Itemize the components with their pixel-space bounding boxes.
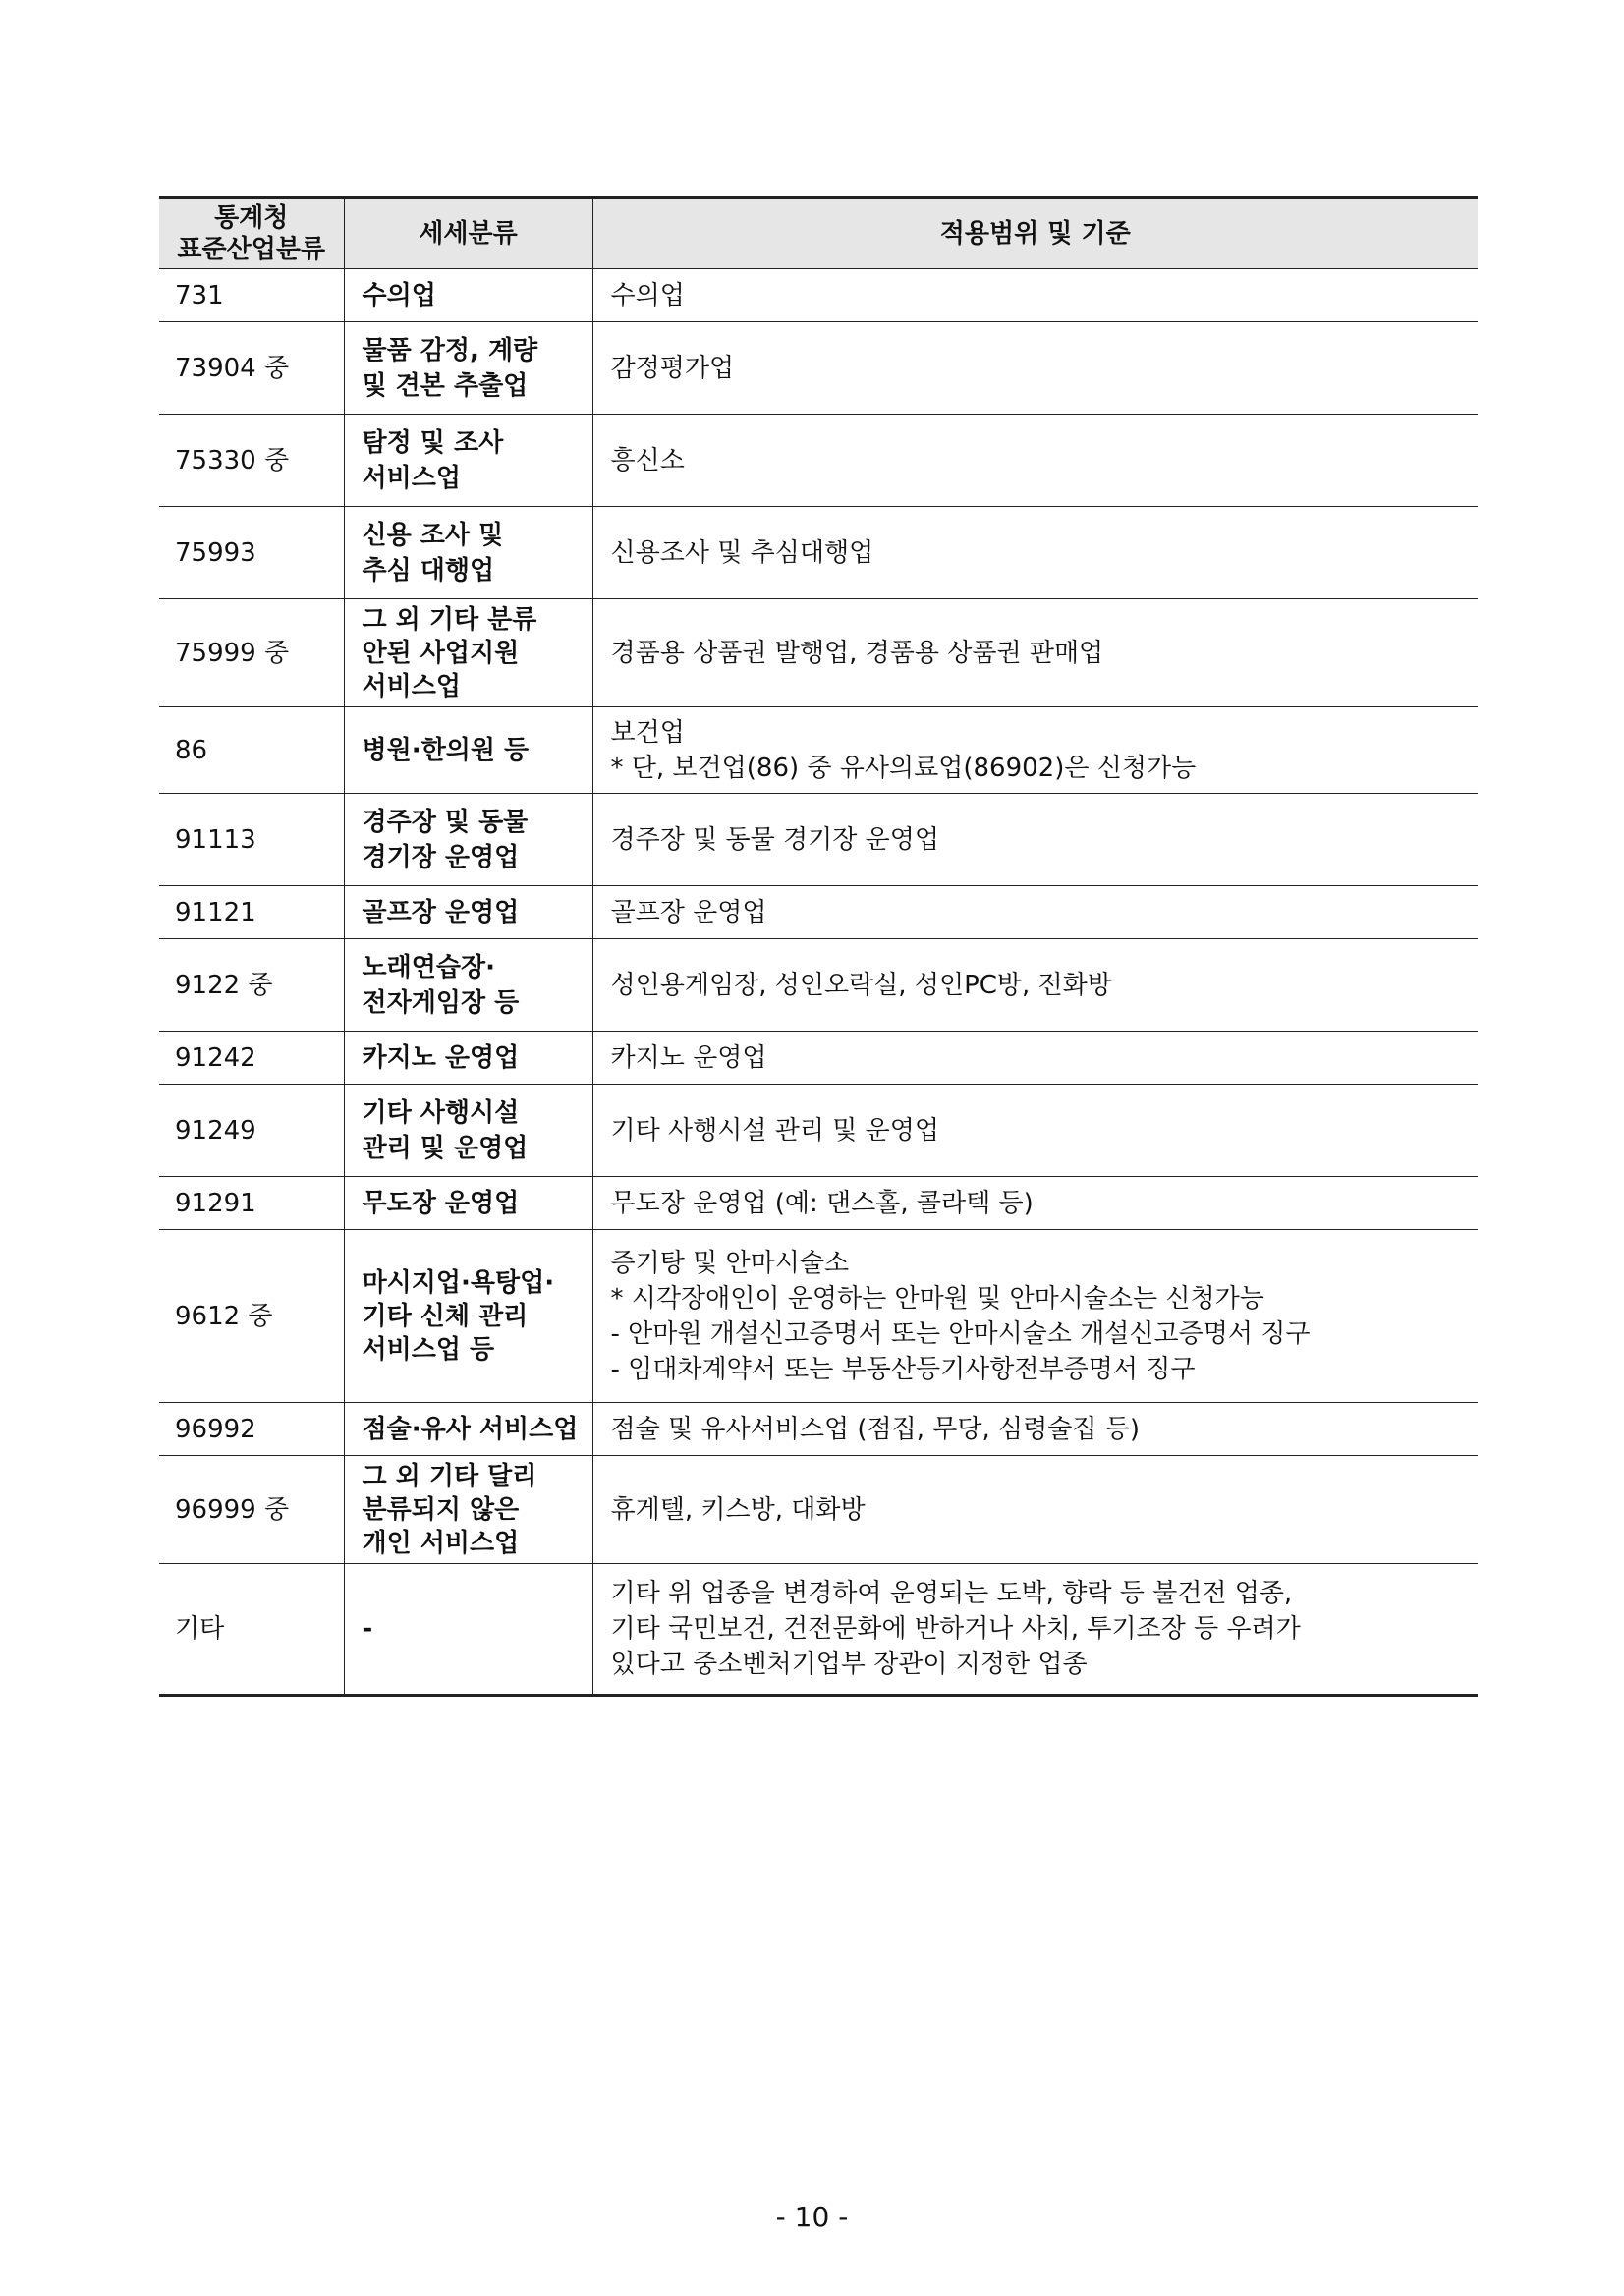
row-description: 수의업 — [592, 269, 1478, 322]
row-category: 탐정 및 조사 서비스업 — [344, 415, 592, 507]
row-code: 731 — [159, 269, 344, 322]
row-category: 병원·한의원 등 — [344, 707, 592, 794]
row-description: 기타 위 업종을 변경하여 운영되는 도박, 향락 등 불건전 업종, 기타 국민보건, 건전문화에 반하거나 사치, 투기조장 등 우려가 있다고 중소벤처기업부 장관이 지정한 업종 — [592, 1564, 1478, 1696]
table-body — [159, 269, 1478, 1696]
row-code: 91242 — [159, 1032, 344, 1085]
table-row — [159, 269, 1478, 322]
table-row — [159, 599, 1478, 707]
row-description: 경품용 상품권 발행업, 경품용 상품권 판매업 — [592, 599, 1478, 707]
row-description: 흥신소 — [592, 415, 1478, 507]
row-category: 경주장 및 동물 경기장 운영업 — [344, 794, 592, 886]
table-row — [159, 1403, 1478, 1456]
table-row — [159, 794, 1478, 886]
row-code: 73904 중 — [159, 322, 344, 415]
row-code: 91121 — [159, 886, 344, 939]
row-category: 골프장 운영업 — [344, 886, 592, 939]
row-description: 골프장 운영업 — [592, 886, 1478, 939]
header-description: 적용범위 및 기준 — [592, 198, 1478, 269]
table-row — [159, 322, 1478, 415]
row-code: 96999 중 — [159, 1456, 344, 1564]
table-row — [159, 939, 1478, 1032]
table-header-row — [159, 198, 1478, 269]
table-row — [159, 1032, 1478, 1085]
row-code: 91291 — [159, 1177, 344, 1230]
row-code: 96992 — [159, 1403, 344, 1456]
row-description: 경주장 및 동물 경기장 운영업 — [592, 794, 1478, 886]
row-category: 점술·유사 서비스업 — [344, 1403, 592, 1456]
table-row — [159, 1177, 1478, 1230]
row-category: 그 외 기타 달리 분류되지 않은 개인 서비스업 — [344, 1456, 592, 1564]
table-row — [159, 415, 1478, 507]
row-code: 86 — [159, 707, 344, 794]
table-row — [159, 1564, 1478, 1696]
row-category: 무도장 운영업 — [344, 1177, 592, 1230]
table-row — [159, 507, 1478, 599]
row-category: 물품 감정, 계량 및 견본 추출업 — [344, 322, 592, 415]
table-row — [159, 886, 1478, 939]
table-row — [159, 1456, 1478, 1564]
row-code: 9612 중 — [159, 1230, 344, 1403]
page-number: - 10 - — [775, 2201, 849, 2233]
row-category: 수의업 — [344, 269, 592, 322]
row-code: 75330 중 — [159, 415, 344, 507]
row-description: 보건업 * 단, 보건업(86) 중 유사의료업(86902)은 신청가능 — [592, 707, 1478, 794]
row-category: 그 외 기타 분류 안된 사업지원 서비스업 — [344, 599, 592, 707]
row-description: 휴게텔, 키스방, 대화방 — [592, 1456, 1478, 1564]
row-code: 91113 — [159, 794, 344, 886]
row-description: 감정평가업 — [592, 322, 1478, 415]
table-row — [159, 707, 1478, 794]
row-category: 기타 사행시설 관리 및 운영업 — [344, 1085, 592, 1177]
row-description: 기타 사행시설 관리 및 운영업 — [592, 1085, 1478, 1177]
row-category: 신용 조사 및 추심 대행업 — [344, 507, 592, 599]
row-description: 무도장 운영업 (예: 댄스홀, 콜라텍 등) — [592, 1177, 1478, 1230]
row-description: 카지노 운영업 — [592, 1032, 1478, 1085]
row-description: 점술 및 유사서비스업 (점집, 무당, 심령술집 등) — [592, 1403, 1478, 1456]
row-category: 카지노 운영업 — [344, 1032, 592, 1085]
row-category: - — [344, 1564, 592, 1696]
row-code: 91249 — [159, 1085, 344, 1177]
row-code: 기타 — [159, 1564, 344, 1696]
industry-table — [159, 196, 1478, 1697]
table-row — [159, 1085, 1478, 1177]
row-description: 증기탕 및 안마시술소 * 시각장애인이 운영하는 안마원 및 안마시술소는 신청가능 - 안마원 개설신고증명서 또는 안마시술소 개설신고증명서 징구 - 임대차계약서 또는 부동산등기사항전부증명서 징구 — [592, 1230, 1478, 1403]
table-row — [159, 1230, 1478, 1403]
row-code: 9122 중 — [159, 939, 344, 1032]
row-category: 마시지업·욕탕업· 기타 신체 관리 서비스업 등 — [344, 1230, 592, 1403]
header-category: 세세분류 — [344, 198, 592, 269]
row-code: 75993 — [159, 507, 344, 599]
row-code: 75999 중 — [159, 599, 344, 707]
row-category: 노래연습장· 전자게임장 등 — [344, 939, 592, 1032]
row-description: 성인용게임장, 성인오락실, 성인PC방, 전화방 — [592, 939, 1478, 1032]
header-code: 통계청 표준산업분류 — [159, 198, 344, 269]
row-description: 신용조사 및 추심대행업 — [592, 507, 1478, 599]
